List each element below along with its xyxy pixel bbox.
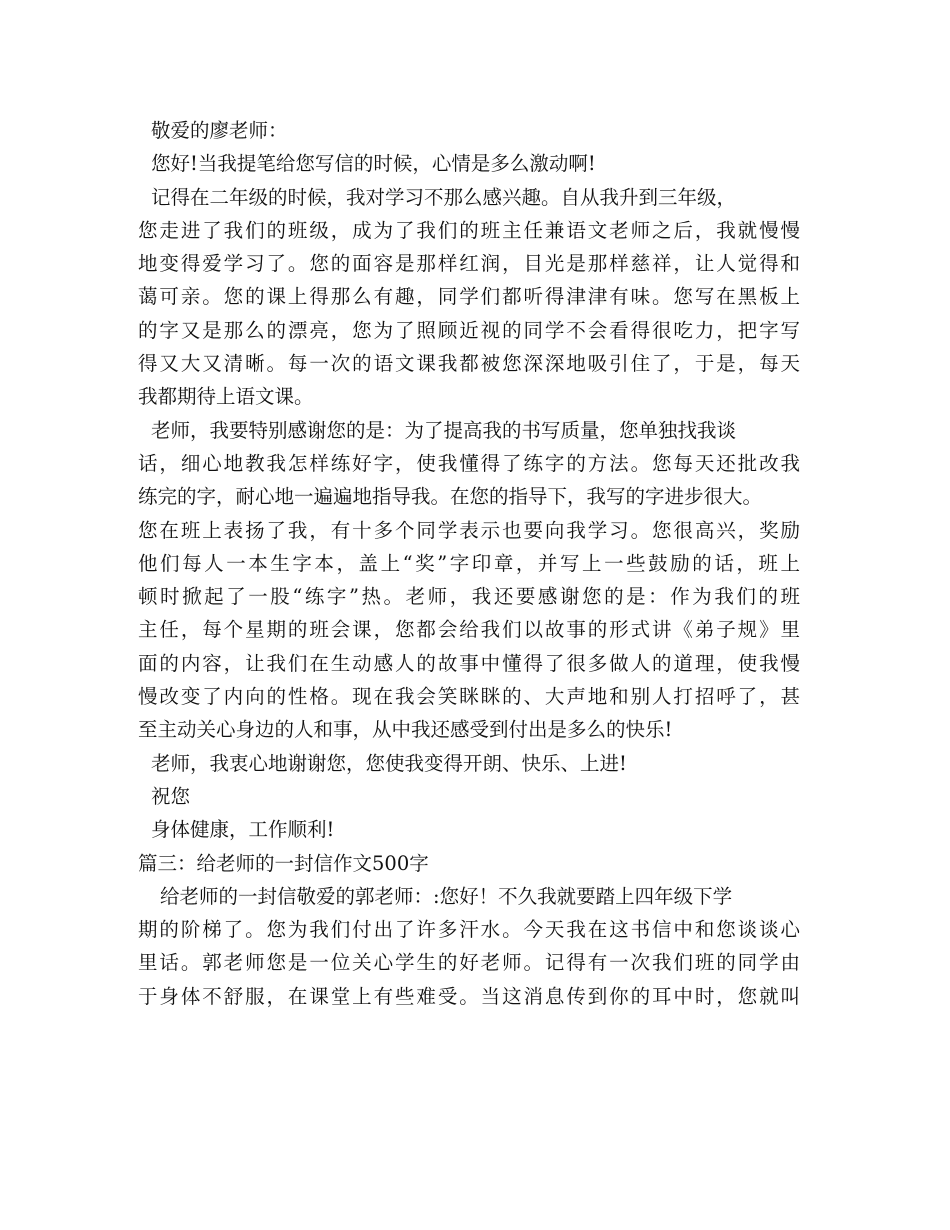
section-heading: 篇三：给老师的一封信作文500字	[138, 851, 429, 875]
letter-text	[138, 114, 828, 1013]
paragraph-line: 话，细心地教我怎样练好字，使我懂得了练字的方法。您每天还批改我	[138, 451, 800, 475]
paragraph-line: 主任，每个星期的班会课，您都会给我们以故事的形式讲《弟子规》里	[138, 618, 800, 642]
paragraph-line: 的字又是那么的漂亮，您为了照顾近视的同学不会看得很吃力，把字写	[138, 318, 800, 342]
paragraph-line: 老师，我要特别感谢您的是：为了提高我的书写质量，您单独找我谈	[151, 418, 737, 442]
paragraph-line: 练完的字，耐心地一遍遍地指导我。在您的指导下，我写的字进步很大。	[138, 485, 763, 509]
paragraph-line: 顿时掀起了一股“练字”热。老师，我还要感谢您的是：作为我们的班	[138, 585, 800, 609]
paragraph-line: 里话。郭老师您是一位关心学生的好老师。记得有一次我们班的同学由	[138, 951, 800, 975]
paragraph-line: 他们每人一本生字本，盖上“奖”字印章，并写上一些鼓励的话，班上	[138, 551, 800, 575]
paragraph-line: 于身体不舒服，在课堂上有些难受。当这消息传到你的耳中时，您就叫	[138, 984, 800, 1008]
paragraph-line: 您在班上表扬了我，有十多个同学表示也要向我学习。您很高兴，奖励	[138, 518, 800, 542]
paragraph-line: 面的内容，让我们在生动感人的故事中懂得了很多做人的道理，使我慢	[138, 651, 800, 675]
paragraph-line: 我都期待上语文课。	[138, 385, 314, 409]
closing-wish: 身体健康，工作顺利!	[151, 818, 335, 842]
greeting-line: 您好!当我提笔给您写信的时候，心情是多么激动啊!	[151, 152, 596, 176]
closing-line: 祝您	[151, 784, 191, 808]
paragraph-line: 您走进了我们的班级，成为了我们的班主任兼语文老师之后，我就慢慢	[138, 218, 800, 242]
paragraph-line: 得又大又清晰。每一次的语文课我都被您深深地吸引住了，于是，每天	[138, 352, 800, 376]
paragraph-line: 老师，我衷心地谢谢您，您使我变得开朗、快乐、上进!	[151, 751, 627, 775]
salutation: 敬爱的廖老师：	[151, 119, 288, 142]
paragraph-line: 至主动关心身边的人和事，从中我还感受到付出是多么的快乐!	[138, 718, 673, 742]
paragraph-line: 期的阶梯了。您为我们付出了许多汗水。今天我在这书信中和您谈谈心	[138, 918, 800, 942]
paragraph-line: 给老师的一封信敬爱的郭老师：:您好！不久我就要踏上四年级下学	[160, 884, 733, 908]
paragraph-line: 记得在二年级的时候，我对学习不那么感兴趣。自从我升到三年级，	[151, 185, 737, 209]
paragraph-line: 慢改变了内向的性格。现在我会笑眯眯的、大声地和别人打招呼了，甚	[138, 685, 800, 709]
paragraph-line: 地变得爱学习了。您的面容是那样红润，目光是那样慈祥，让人觉得和	[138, 252, 800, 276]
paragraph-line: 蔼可亲。您的课上得那么有趣，同学们都听得津津有味。您写在黑板上	[138, 285, 800, 309]
